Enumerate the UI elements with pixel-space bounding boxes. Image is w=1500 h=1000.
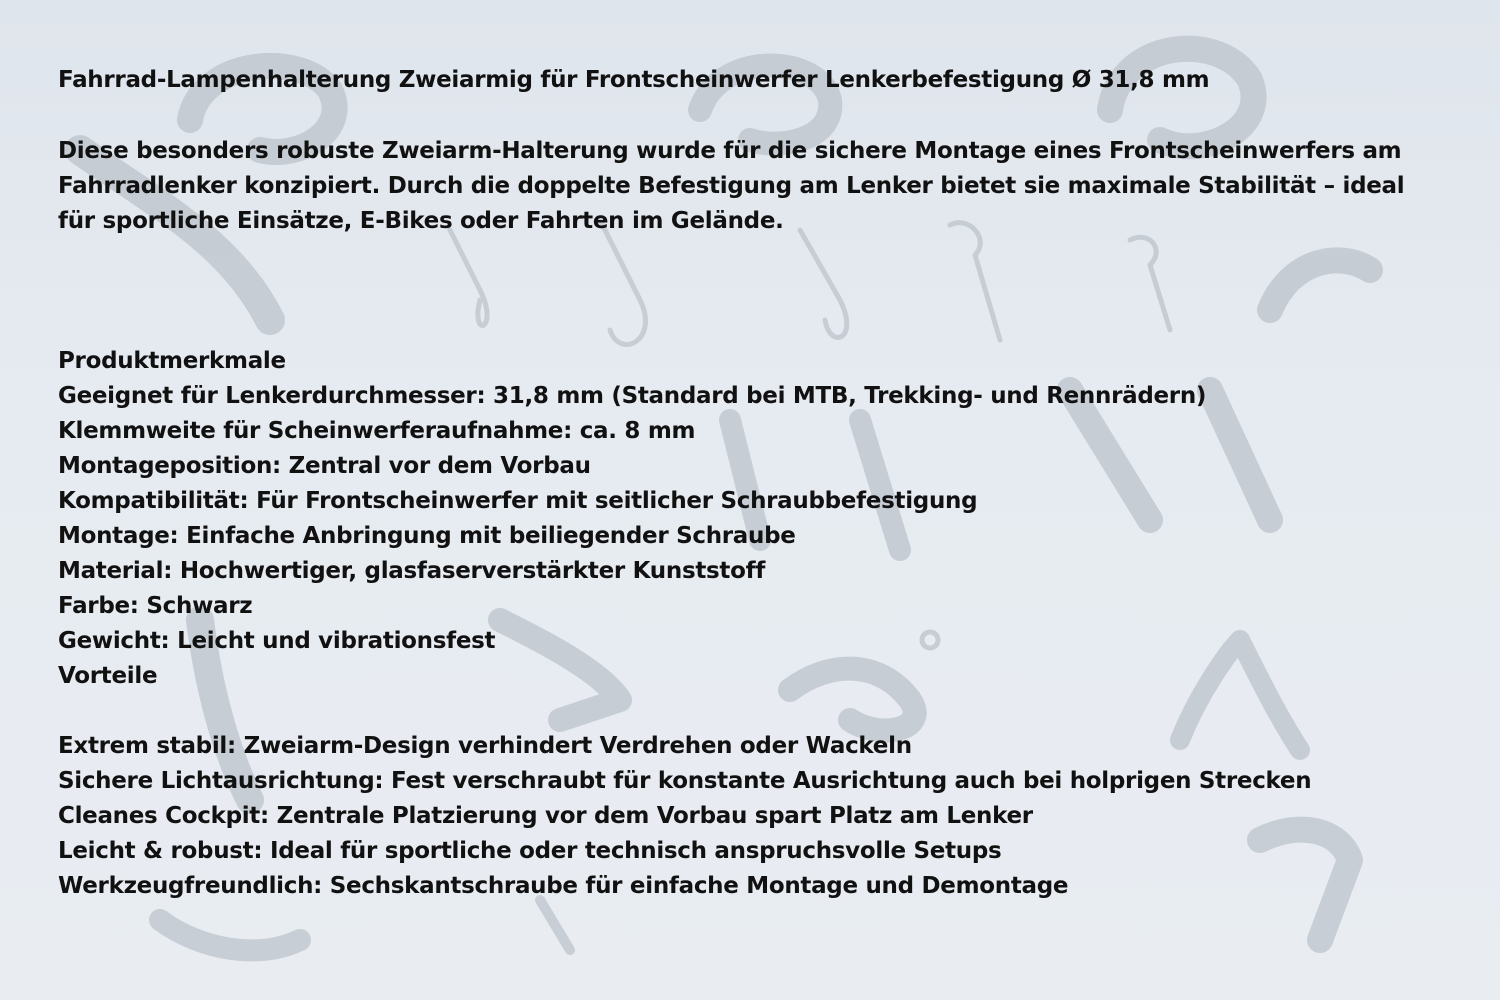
spring-shape — [450, 230, 487, 325]
bracket-shape — [1210, 390, 1270, 520]
feature-item: Klemmweite für Scheinwerferaufnahme: ca. 8 mm — [58, 418, 696, 444]
feature-item: Montage: Einfache Anbringung mit beiliegender Schraube — [58, 523, 796, 549]
intro-line-2: Fahrradlenker konzipiert. Durch die doppelte Befestigung am Lenker bietet sie maximale Stabilität – ideal — [58, 173, 1405, 199]
feature-item: Kompatibilität: Für Frontscheinwerfer mit seitlicher Schraubbefestigung — [58, 488, 978, 514]
feature-item: Farbe: Schwarz — [58, 593, 253, 619]
mount-shape — [1180, 640, 1300, 750]
product-title: Fahrrad-Lampenhalterung Zweiarmig für Frontscheinwerfer Lenkerbefestigung Ø 31,8 mm — [58, 67, 1210, 93]
spring-shape — [1130, 237, 1170, 330]
screw-shape — [540, 900, 570, 950]
nut-shape — [922, 632, 938, 648]
mount-shape — [500, 620, 620, 720]
hook-shape — [1270, 260, 1370, 310]
feature-item: Montageposition: Zentral vor dem Vorbau — [58, 453, 591, 479]
feature-item: Gewicht: Leicht und vibrationsfest — [58, 628, 496, 654]
advantage-item: Cleanes Cockpit: Zentrale Platzierung vor dem Vorbau spart Platz am Lenker — [58, 803, 1033, 829]
advantage-item: Leicht & robust: Ideal für sportliche oder technisch anspruchsvolle Setups — [58, 838, 1002, 864]
feature-item: Material: Hochwertiger, glasfaserverstärkter Kunststoff — [58, 558, 766, 584]
advantage-item: Extrem stabil: Zweiarm-Design verhindert Verdrehen oder Wackeln — [58, 733, 912, 759]
advantages-heading: Vorteile — [58, 663, 158, 689]
mount-shape — [790, 669, 915, 731]
intro-line-3: für sportliche Einsätze, E-Bikes oder Fahrten im Gelände. — [58, 208, 784, 234]
intro-line-1: Diese besonders robuste Zweiarm-Halterung wurde für die sichere Montage eines Frontscheinwerfers am — [58, 138, 1402, 164]
advantage-item: Werkzeugfreundlich: Sechskantschraube für einfache Montage und Demontage — [58, 873, 1069, 899]
feature-item: Geeignet für Lenkerdurchmesser: 31,8 mm (Standard bei MTB, Trekking- und Rennrädern) — [58, 383, 1207, 409]
spring-shape — [950, 223, 1000, 340]
advantage-item: Sichere Lichtausrichtung: Fest verschraubt für konstante Ausrichtung auch bei holprigen Strecken — [58, 768, 1312, 794]
spring-shape — [800, 230, 847, 337]
features-heading: Produktmerkmale — [58, 348, 286, 374]
mount-shape — [160, 920, 300, 950]
mount-shape — [1260, 830, 1350, 940]
